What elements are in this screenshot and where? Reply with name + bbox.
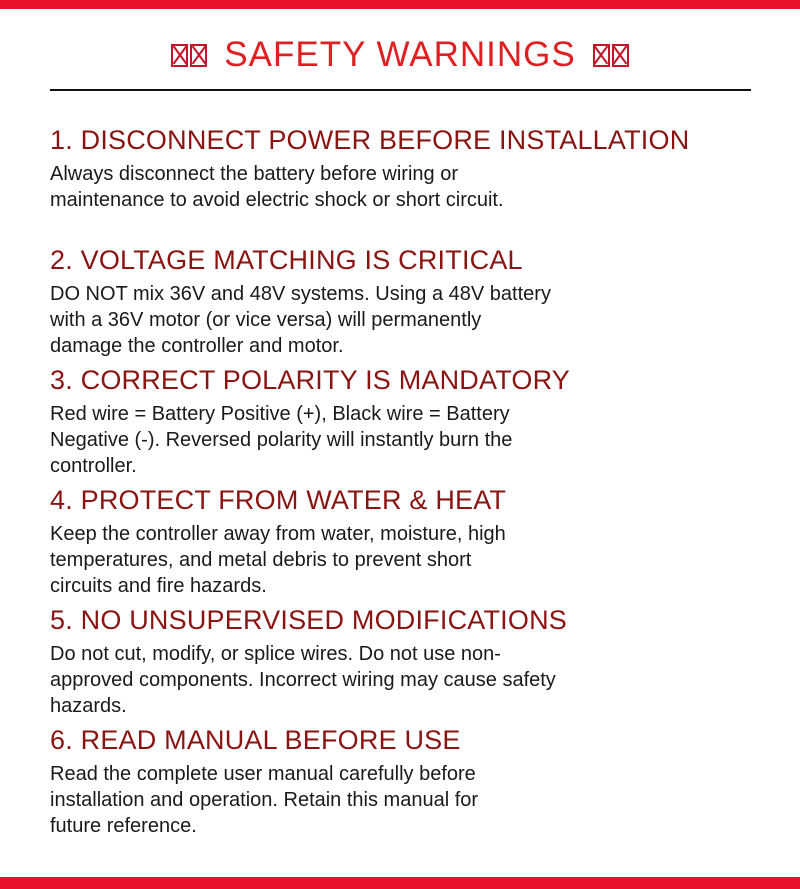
warning-section-4	[50, 484, 750, 599]
warning-section-2	[50, 244, 750, 359]
page-header	[0, 30, 800, 80]
section-heading: 3. CORRECT POLARITY IS MANDATORY	[50, 365, 571, 395]
section-body: DO NOT mix 36V and 48V systems. Using a 48V battery with a 36V motor (or vice versa) will permanently damage the controller and motor.	[50, 283, 551, 357]
section-body: Do not cut, modify, or splice wires. Do not use non- approved components. Incorrect wiring may cause safety hazards.	[50, 643, 556, 717]
warning-section-6	[50, 724, 750, 839]
warning-section-1	[50, 124, 750, 213]
warning-glyph-icon	[592, 44, 630, 67]
section-body: Keep the controller away from water, moisture, high temperatures, and metal debris to prevent short circuits and fire hazards.	[50, 523, 506, 597]
bottom-accent-bar	[0, 877, 800, 889]
section-heading: 6. READ MANUAL BEFORE USE	[50, 725, 461, 755]
warning-glyph-icon	[170, 44, 208, 67]
header-divider	[50, 89, 751, 91]
section-heading: 5. NO UNSUPERVISED MODIFICATIONS	[50, 605, 567, 635]
warning-section-5	[50, 604, 750, 719]
section-heading: 2. VOLTAGE MATCHING IS CRITICAL	[50, 245, 523, 275]
section-heading: 1. DISCONNECT POWER BEFORE INSTALLATION	[50, 125, 690, 155]
section-body: Always disconnect the battery before wiring or maintenance to avoid electric shock or short circuit.	[50, 163, 504, 211]
warning-section-3	[50, 364, 750, 479]
top-accent-bar	[0, 0, 800, 9]
section-body: Red wire = Battery Positive (+), Black wire = Battery Negative (-). Reversed polarity will instantly burn the controller.	[50, 403, 513, 477]
page-title: SAFETY WARNINGS	[224, 35, 576, 74]
section-body: Read the complete user manual carefully before installation and operation. Retain this manual for future reference.	[50, 763, 479, 837]
section-heading: 4. PROTECT FROM WATER & HEAT	[50, 485, 507, 515]
